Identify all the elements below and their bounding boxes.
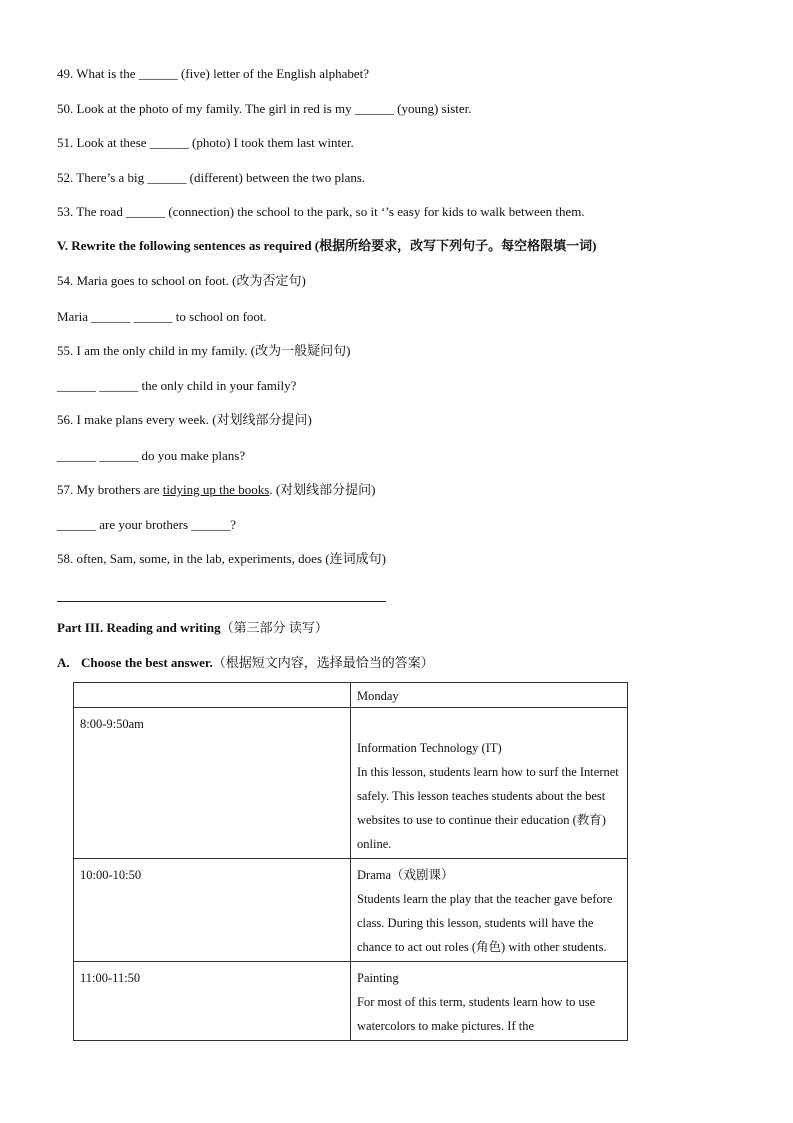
table-row [74,708,628,859]
question-number: 51. [57,135,74,150]
table-header-row [74,683,628,708]
section-v-heading: V. Rewrite the following sentences as required (根据所给要求，改写下列句子。每空格限填一词) [57,238,597,253]
lesson-description: Students learn the play that the teacher gave before class. During this lesson, students will have the chance to act out roles (角色) with other students. [357,892,613,954]
question-56-answer: ______ ______ do you make plans? [57,448,246,463]
question-text: There’s a big ______ (different) between the two plans. [76,170,366,185]
part-iii-heading [57,620,328,636]
lesson-cell [351,962,628,1041]
lesson-description: For most of this term, students learn how to use watercolors to make pictures. If the [357,995,596,1033]
time-cell: 10:00-10:50 [74,859,351,962]
lesson-subject: Painting [357,971,399,985]
section-a-heading [57,655,434,671]
question-56-prompt: 56. I make plans every week. (对划线部分提问) [57,412,312,427]
lesson-cell [351,859,628,962]
section-a-title-cn: （根据短文内容，选择最恰当的答案） [212,655,434,670]
part-iii-title: Part III. Reading and writing [57,620,221,635]
question-57-answer: ______ are your brothers ______? [57,517,237,532]
table-row [74,859,628,962]
question-57-prompt [57,482,375,498]
question-text: Look at these ______ (photo) I took them last winter. [76,135,354,150]
question-55-prompt: 55. I am the only child in my family. (改为一般疑问句) [57,343,351,358]
question-53 [57,204,585,220]
schedule-table [73,682,628,1041]
question-54-prompt: 54. Maria goes to school on foot. (改为否定句) [57,273,306,288]
lesson-subject: Information Technology (IT) [357,741,502,755]
section-a-title: Choose the best answer. [81,655,213,670]
header-empty-cell [74,683,351,708]
question-58-prompt: 58. often, Sam, some, in the lab, experiments, does (连词成句) [57,551,386,566]
section-a-label: A. [57,655,70,670]
underlined-phrase: tidying up the books [162,482,270,497]
time-cell: 11:00-11:50 [74,962,351,1041]
table-row [74,962,628,1041]
time-cell: 8:00-9:50am [74,708,351,859]
lesson-description: In this lesson, students learn how to surf the Internet safely. This lesson teaches students about the best websites to use to continue their education (教育) online. [357,765,619,851]
question-text: The road ______ (connection) the school to the park, so it ‘’s easy for kids to walk between them. [76,204,585,219]
question-number: 52. [57,170,74,185]
question-51 [57,135,354,151]
question-number: 53. [57,204,74,219]
question-52 [57,170,365,186]
question-55-answer: ______ ______ the only child in your family? [57,378,297,393]
question-text: What is the ______ (five) letter of the English alphabet? [76,66,370,81]
question-number: 49. [57,66,74,81]
header-day-cell: Monday [351,683,628,708]
question-50 [57,101,472,117]
question-number: 50. [57,101,74,116]
question-49 [57,66,369,82]
lesson-subject: Drama（戏剧课） [357,868,454,882]
lesson-cell [351,708,628,859]
question-text: Look at the photo of my family. The girl in red is my ______ (young) sister. [76,101,472,116]
question-57-prompt-after: . (对划线部分提问) [269,482,376,497]
question-57-prompt-before: 57. My brothers are [57,482,163,497]
part-iii-title-cn: （第三部分 读写） [220,620,328,635]
question-54-answer: Maria ______ ______ to school on foot. [57,309,267,324]
answer-line [57,601,386,602]
